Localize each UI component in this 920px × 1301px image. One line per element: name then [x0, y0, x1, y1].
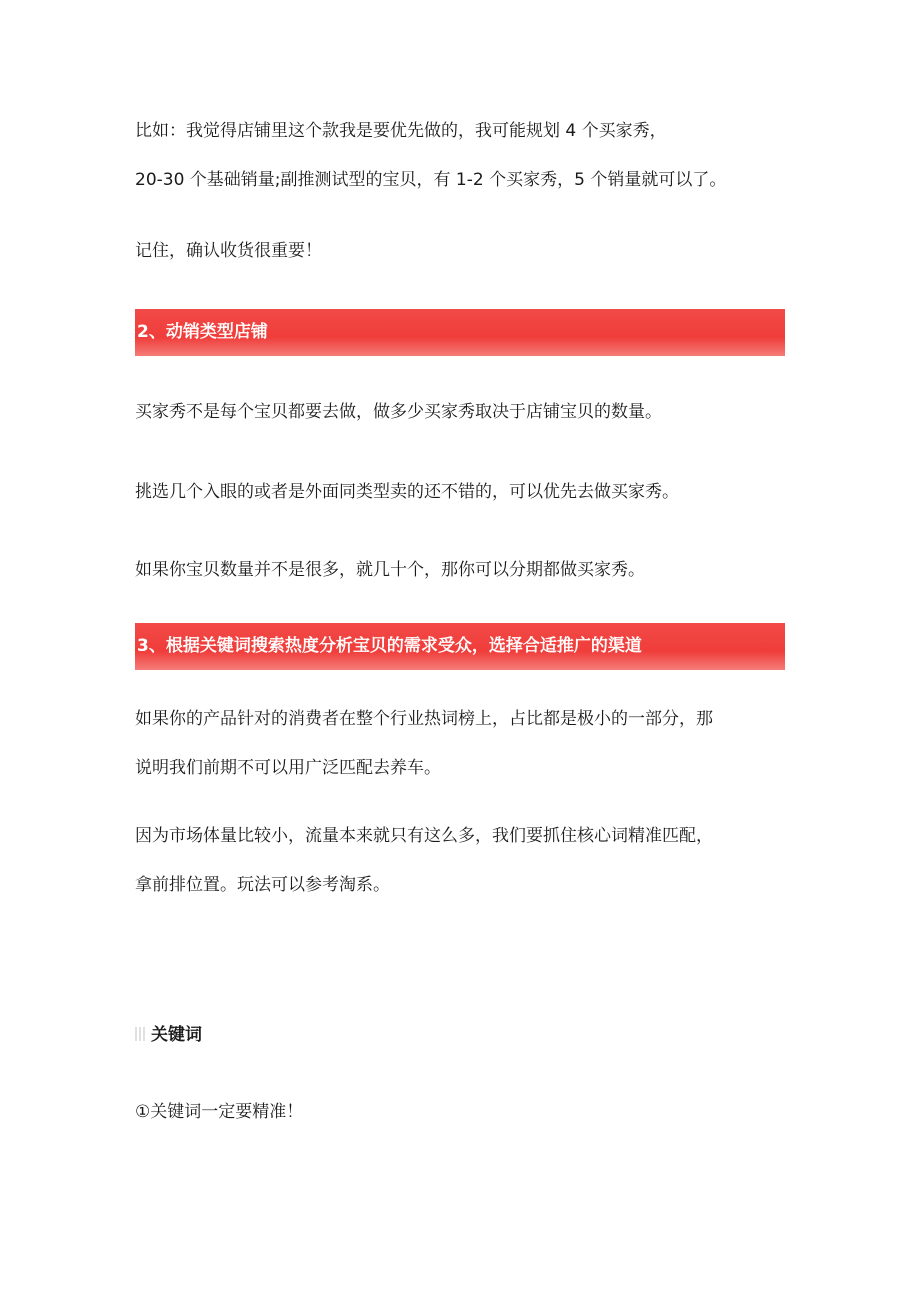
paragraph-buyer-show-count: 买家秀不是每个宝贝都要去做，做多少买家秀取决于店铺宝贝的数量。 [135, 402, 662, 422]
paragraph-pick-items: 挑选几个入眼的或者是外面同类型卖的还不错的，可以优先去做买家秀。 [135, 482, 679, 502]
paragraph-market-size: 因为市场体量比较小，流量本来就只有这么多，我们要抓住核心词精准匹配， [135, 826, 713, 846]
paragraph-broad-match: 说明我们前期不可以用广泛匹配去养车。 [135, 758, 441, 778]
paragraph-plan-buyer-shows: 比如：我觉得店铺里这个款我是要优先做的，我可能规划 4 个买家秀， [135, 121, 667, 141]
section-banner-3: 3、根据关键词搜索热度分析宝贝的需求受众，选择合适推广的渠道 [135, 623, 785, 670]
section-banner-2: 2、动销类型店铺 [135, 309, 785, 356]
heading-marker-icon [135, 1027, 145, 1041]
paragraph-confirm-receipt: 记住，确认收货很重要！ [135, 241, 322, 261]
keywords-heading [135, 1020, 202, 1050]
paragraph-phased: 如果你宝贝数量并不是很多，就几十个，那你可以分期都做买家秀。 [135, 560, 645, 580]
keywords-heading-text: 关键词 [151, 1025, 202, 1045]
keywords-item-1: ①关键词一定要精准！ [135, 1102, 304, 1122]
paragraph-hot-words: 如果你的产品针对的消费者在整个行业热词榜上，占比都是极小的一部分，那 [135, 709, 713, 729]
paragraph-base-sales: 20-30 个基础销量;副推测试型的宝贝，有 1-2 个买家秀，5 个销量就可以了。 [135, 170, 727, 190]
paragraph-top-position: 拿前排位置。玩法可以参考淘系。 [135, 875, 390, 895]
